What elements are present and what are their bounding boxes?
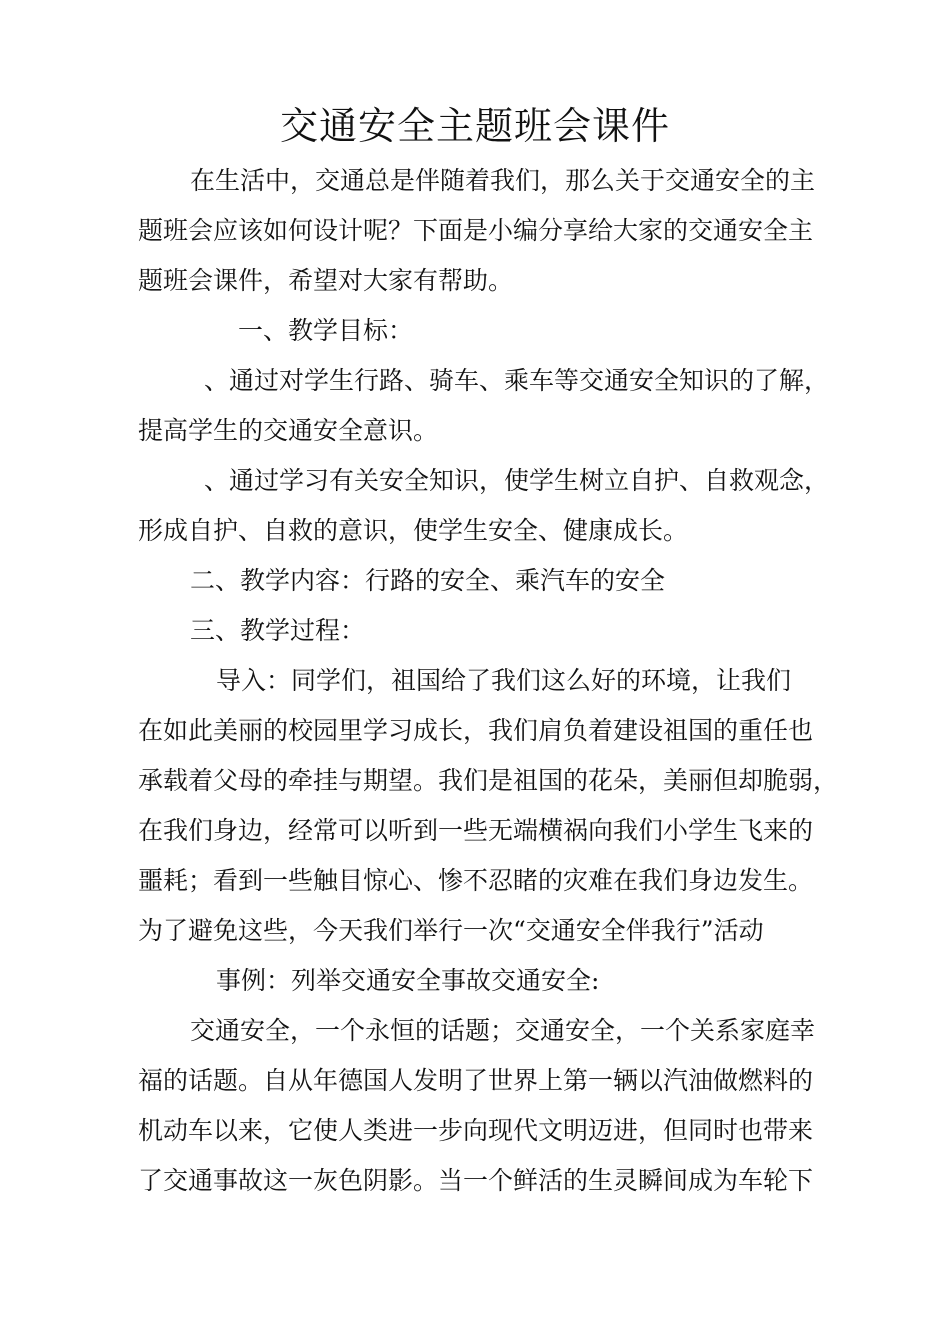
text-line: 形成自护、自救的意识，使学生安全、健康成长。 <box>138 516 689 545</box>
text-line: 提高学生的交通安全意识。 <box>138 416 439 445</box>
text-line: 题班会应该如何设计呢？下面是小编分享给大家的交通安全主 <box>138 216 814 245</box>
section-heading: 一、教学目标： <box>238 316 414 345</box>
text-line: 在生活中，交通总是伴随着我们，那么关于交通安全的主 <box>190 166 816 195</box>
text-line: 机动车以来，它使人类进一步向现代文明迈进，但同时也带来 <box>138 1116 814 1145</box>
text-line: 、通过学习有关安全知识，使学生树立自护、自救观念， <box>204 466 830 495</box>
text-line: 了交通事故这一灰色阴影。当一个鲜活的生灵瞬间成为车轮下 <box>138 1166 814 1195</box>
section-heading: 二、教学内容：行路的安全、乘汽车的安全 <box>190 566 666 595</box>
section-heading: 三、教学过程： <box>190 616 366 645</box>
text-line: 噩耗；看到一些触目惊心、惨不忍睹的灾难在我们身边发生。 <box>138 866 814 895</box>
text-line: 福的话题。自从年德国人发明了世界上第一辆以汽油做燃料的 <box>138 1066 814 1095</box>
text-line: 导入：同学们，祖国给了我们这么好的环境，让我们 <box>216 666 792 695</box>
text-line: 交通安全，一个永恒的话题；交通安全，一个关系家庭幸 <box>190 1016 816 1045</box>
text-line: 在如此美丽的校园里学习成长，我们肩负着建设祖国的重任也 <box>138 716 814 745</box>
document-body <box>138 156 838 1206</box>
text-line: 为了避免这些，今天我们举行一次“交通安全伴我行”活动 <box>138 916 764 945</box>
text-line: 在我们身边，经常可以听到一些无端横祸向我们小学生飞来的 <box>138 816 814 845</box>
text-line: 、通过对学生行路、骑车、乘车等交通安全知识的了解， <box>204 366 830 395</box>
text-line: 事例：列举交通安全事故交通安全: <box>216 966 600 995</box>
text-line: 题班会课件，希望对大家有帮助。 <box>138 266 514 295</box>
text-line: 承载着父母的牵挂与期望。我们是祖国的花朵，美丽但却脆弱， <box>138 766 839 795</box>
document-title: 交通安全主题班会课件 <box>279 104 670 148</box>
